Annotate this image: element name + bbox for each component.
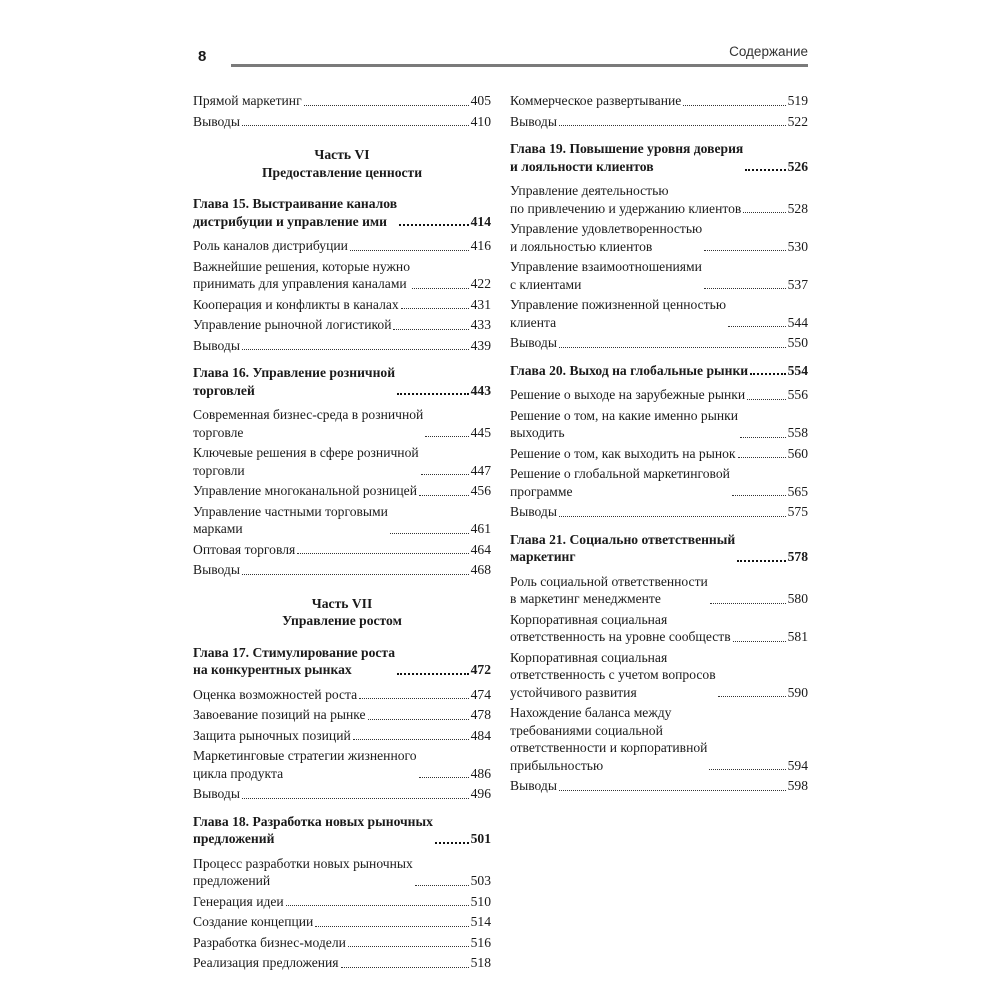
toc-entry-title: Ключевые решения в сфере розничной торговли <box>193 445 419 478</box>
toc-group <box>193 92 491 130</box>
dot-leader <box>738 456 786 458</box>
part-number: Часть VI <box>314 147 370 162</box>
dot-leader <box>399 223 469 226</box>
page-number: 8 <box>198 48 207 65</box>
chapter-group <box>193 364 491 579</box>
dot-leader <box>559 789 786 791</box>
toc-entry-title: Управление деятельностью по привлечению и удержанию клиентов <box>510 183 742 216</box>
toc-entry <box>510 704 808 774</box>
toc-entry-page: 522 <box>787 113 808 129</box>
toc-entry-page: 519 <box>787 93 808 108</box>
toc-entry-page: 575 <box>787 504 808 519</box>
dot-leader <box>297 552 468 554</box>
dot-leader <box>559 124 786 126</box>
toc-group <box>510 92 808 130</box>
dot-leader <box>368 718 469 720</box>
part-heading <box>193 595 491 630</box>
toc-entry <box>193 706 491 724</box>
toc-entry-title: Оценка возможностей роста <box>193 686 358 702</box>
toc-entry-title: Современная бизнес-среда в розничной торговле <box>193 407 424 440</box>
part-title: Управление ростом <box>282 613 402 628</box>
toc-entry-page: 518 <box>470 955 491 970</box>
dot-leader <box>740 436 786 438</box>
chapter-heading <box>193 364 491 399</box>
toc-entry-page: 478 <box>470 707 491 722</box>
toc-entry <box>193 482 491 500</box>
toc-left-column <box>193 92 491 981</box>
dot-leader <box>732 494 786 496</box>
chapter-group <box>193 644 491 803</box>
dot-leader <box>728 325 786 327</box>
dot-leader <box>353 738 469 740</box>
dot-leader <box>737 559 785 562</box>
toc-entry-page: 422 <box>470 276 491 291</box>
toc-entry <box>510 92 808 110</box>
toc-entry-title: Роль социальной ответственности в маркетинг менеджменте <box>510 573 708 606</box>
toc-entry-page: 486 <box>470 765 491 781</box>
dot-leader <box>397 672 469 675</box>
toc-entry-title: Генерация идеи <box>193 893 284 909</box>
toc-entry-title: Выводы <box>510 335 557 350</box>
toc-entry-title: Выводы <box>193 113 240 129</box>
toc-entry <box>510 220 808 255</box>
chapter-page: 472 <box>470 662 491 677</box>
chapter-page: 414 <box>470 213 491 229</box>
toc-entry-title: Завоевание позиций на рынке <box>193 707 366 722</box>
toc-entry-title: Управление удовлетворенностью и лояльностью клиентов <box>510 221 703 254</box>
toc-entry-page: 433 <box>470 317 491 332</box>
toc-entry-title: Маркетинговые стратегии жизненного цикла продукта <box>193 748 417 781</box>
dot-leader <box>393 328 468 330</box>
dot-leader <box>242 348 469 350</box>
toc-entry <box>193 954 491 972</box>
chapter-title: Глава 16. Управление розничной торговлей <box>193 365 396 398</box>
toc-entry-page: 550 <box>787 335 808 350</box>
dot-leader <box>419 494 469 496</box>
dot-leader <box>242 797 469 799</box>
toc-entry <box>193 561 491 579</box>
toc-entry-title: Управление рыночной логистикой <box>193 317 392 332</box>
toc-entry-title: Коммерческое развертывание <box>510 93 682 108</box>
dot-leader <box>341 966 469 968</box>
dot-leader <box>401 307 469 309</box>
toc-entry-title: Решение о выходе на зарубежные рынки <box>510 387 746 402</box>
chapter-group <box>510 531 808 795</box>
toc-entry <box>510 465 808 500</box>
toc-entry <box>193 406 491 441</box>
toc-entry <box>510 445 808 463</box>
dot-leader <box>559 346 786 348</box>
toc-entry-page: 447 <box>470 462 491 478</box>
toc-entry-title: Корпоративная социальная ответственность с учетом вопросов устойчивого развития <box>510 649 716 700</box>
toc-entry-page: 556 <box>787 387 808 402</box>
chapter-title: Глава 15. Выстраивание каналов дистрибуции и управление ими <box>193 196 398 229</box>
toc-entry <box>193 934 491 952</box>
dot-leader <box>315 925 468 927</box>
chapter-title: Глава 17. Стимулирование роста на конкурентных рынках <box>193 644 396 677</box>
toc-entry-page: 468 <box>470 562 491 577</box>
toc-entry-title: Управление частными торговыми марками <box>193 503 388 536</box>
toc-entry-page: 565 <box>787 483 808 499</box>
toc-right-column <box>510 92 808 804</box>
dot-leader <box>435 841 469 844</box>
toc-entry-page: 410 <box>470 113 491 129</box>
toc-entry-title: Прямой маркетинг <box>193 93 302 108</box>
chapter-page: 554 <box>787 362 808 378</box>
dot-leader <box>718 695 786 697</box>
toc-entry-title: Выводы <box>193 786 240 801</box>
running-head: Содержание <box>729 44 808 59</box>
dot-leader <box>242 573 469 575</box>
toc-entry <box>193 727 491 745</box>
toc-entry <box>510 777 808 795</box>
toc-entry-page: 503 <box>470 873 491 888</box>
toc-entry-page: 580 <box>787 591 808 606</box>
dot-leader <box>421 473 469 475</box>
toc-entry-title: Решение о глобальной маркетинговой программе <box>510 466 730 499</box>
toc-entry <box>510 296 808 331</box>
toc-entry-page: 461 <box>470 521 491 536</box>
chapter-title: Глава 21. Социально ответственный маркетинг <box>510 531 736 564</box>
toc-entry <box>510 258 808 293</box>
toc-entry-title: Нахождение баланса между требованиями социальной ответственности и корпоративной прибыльностью <box>510 705 708 773</box>
toc-entry-page: 516 <box>470 934 491 950</box>
toc-entry-title: Управление пожизненной ценностью клиента <box>510 297 726 330</box>
toc-entry-page: 456 <box>470 483 491 498</box>
chapter-heading <box>510 531 808 566</box>
dot-leader <box>743 211 785 213</box>
toc-entry-title: Оптовая торговля <box>193 541 296 557</box>
chapter-page: 526 <box>787 158 808 174</box>
dot-leader <box>397 392 469 395</box>
toc-entry-title: Решение о том, как выходить на рынок <box>510 445 736 461</box>
chapter-title: Глава 19. Повышение уровня доверия и лояльности клиентов <box>510 141 744 174</box>
toc-entry-title: Защита рыночных позиций <box>193 727 351 743</box>
chapter-title: Глава 18. Разработка новых рыночных предложений <box>193 813 433 846</box>
header-rule <box>231 64 808 67</box>
chapter-heading <box>193 195 491 230</box>
toc-entry-page: 514 <box>470 914 491 929</box>
dot-leader <box>348 945 469 947</box>
toc-entry <box>510 611 808 646</box>
toc-entry <box>193 92 491 110</box>
toc-entry <box>510 407 808 442</box>
toc-entry <box>510 334 808 352</box>
part-title: Предоставление ценности <box>261 164 423 180</box>
toc-entry-page: 416 <box>470 238 491 253</box>
toc-entry-page: 464 <box>470 541 491 557</box>
dot-leader <box>412 287 469 289</box>
toc-entry <box>193 855 491 890</box>
toc-entry-title: Управление взаимоотношениями с клиентами <box>510 259 702 292</box>
toc-entry-title: Выводы <box>193 337 240 353</box>
chapter-heading <box>510 362 808 380</box>
dot-leader <box>286 904 469 906</box>
toc-entry <box>193 296 491 314</box>
chapter-group <box>510 362 808 521</box>
chapter-page: 501 <box>470 831 491 846</box>
chapter-heading <box>193 813 491 848</box>
toc-entry-page: 445 <box>470 424 491 440</box>
toc-entry <box>193 237 491 255</box>
toc-entry-title: Создание концепции <box>193 914 314 929</box>
toc-entry-title: Выводы <box>510 778 557 793</box>
dot-leader <box>304 104 469 106</box>
chapter-group <box>193 813 491 972</box>
dot-leader <box>419 776 469 778</box>
toc-entry-title: Выводы <box>193 562 240 577</box>
toc-entry-page: 530 <box>787 238 808 254</box>
page-header <box>198 44 808 68</box>
toc-entry <box>193 316 491 334</box>
dot-leader <box>704 249 785 251</box>
toc-entry-page: 560 <box>787 445 808 461</box>
toc-entry-page: 598 <box>787 778 808 793</box>
toc-entry-page: 558 <box>787 425 808 440</box>
toc-entry <box>193 893 491 911</box>
toc-entry <box>193 503 491 538</box>
dot-leader <box>683 104 785 106</box>
toc-entry <box>193 337 491 355</box>
dot-leader <box>747 398 786 400</box>
dot-leader <box>390 532 469 534</box>
toc-entry-title: Выводы <box>510 504 557 519</box>
toc-entry <box>510 649 808 702</box>
toc-entry <box>193 686 491 704</box>
toc-entry-page: 439 <box>470 337 491 353</box>
dot-leader <box>745 168 785 171</box>
toc-entry-title: Кооперация и конфликты в каналах <box>193 296 399 312</box>
toc-entry <box>510 113 808 131</box>
toc-entry-title: Решение о том, на какие именно рынки выходить <box>510 407 738 440</box>
toc-entry <box>193 113 491 131</box>
dot-leader <box>704 287 786 289</box>
dot-leader <box>733 640 786 642</box>
toc-entry-title: Роль каналов дистрибуции <box>193 238 348 253</box>
toc-entry-page: 510 <box>470 893 491 909</box>
toc-entry <box>193 444 491 479</box>
chapter-heading <box>193 644 491 679</box>
toc-entry-title: Важнейшие решения, которые нужно принимать для управления каналами <box>193 258 410 291</box>
dot-leader <box>425 435 468 437</box>
toc-entry-title: Управление многоканальной розницей <box>193 483 417 498</box>
toc-entry-page: 484 <box>470 727 491 743</box>
toc-entry <box>510 182 808 217</box>
part-number: Часть VII <box>311 595 373 611</box>
toc-entry-page: 544 <box>787 314 808 330</box>
dot-leader <box>559 515 786 517</box>
toc-entry-page: 431 <box>470 296 491 312</box>
toc-entry-title: Реализация предложения <box>193 955 339 970</box>
toc-entry-title: Разработка бизнес-модели <box>193 934 346 950</box>
chapter-group <box>193 195 491 354</box>
dot-leader <box>359 697 468 699</box>
toc-entry-page: 594 <box>787 757 808 773</box>
toc-entry-title: Процесс разработки новых рыночных предложений <box>193 855 413 888</box>
toc-entry-page: 528 <box>787 200 808 216</box>
chapter-heading <box>510 140 808 175</box>
dot-leader <box>350 249 469 251</box>
toc-entry-page: 537 <box>787 276 808 292</box>
chapter-group <box>510 140 808 352</box>
dot-leader <box>415 884 469 886</box>
toc-entry <box>510 386 808 404</box>
toc-entry <box>510 503 808 521</box>
toc-entry-page: 496 <box>470 786 491 801</box>
toc-entry <box>193 785 491 803</box>
chapter-page: 443 <box>470 382 491 398</box>
toc-entry <box>193 541 491 559</box>
chapter-page: 578 <box>787 549 808 564</box>
part-heading <box>193 146 491 181</box>
toc-entry <box>193 747 491 782</box>
dot-leader <box>710 602 786 604</box>
toc-entry-page: 590 <box>787 684 808 700</box>
toc-entry-page: 581 <box>787 629 808 644</box>
toc-entry-page: 405 <box>470 93 491 108</box>
dot-leader <box>709 768 785 770</box>
chapter-title: Глава 20. Выход на глобальные рынки <box>510 362 749 378</box>
toc-entry <box>193 913 491 931</box>
dot-leader <box>242 124 469 126</box>
toc-entry <box>510 573 808 608</box>
toc-entry-page: 474 <box>470 686 491 702</box>
dot-leader <box>750 372 785 375</box>
toc-entry-title: Корпоративная социальная ответственность на уровне сообществ <box>510 611 731 644</box>
toc-entry-title: Выводы <box>510 113 557 129</box>
toc-entry <box>193 258 491 293</box>
